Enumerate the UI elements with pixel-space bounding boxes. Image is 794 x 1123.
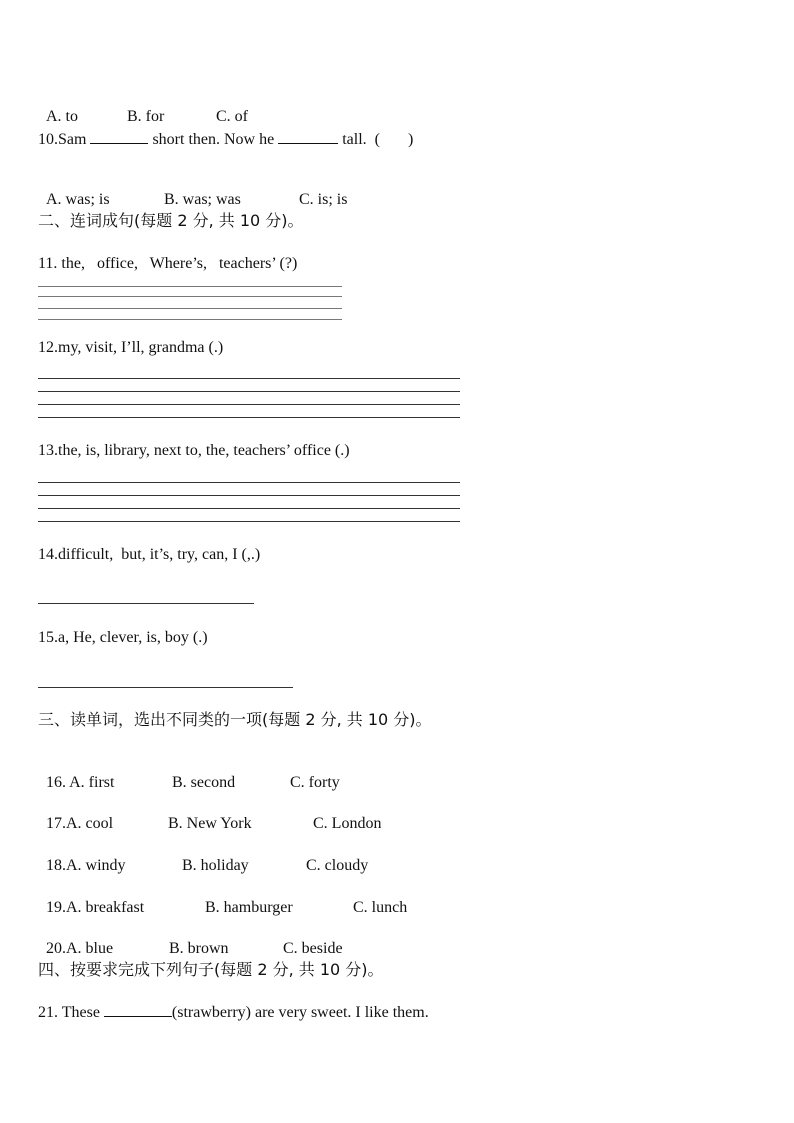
q20-row — [38, 919, 343, 959]
q18-row — [38, 836, 368, 876]
section-2-heading: 二、连词成句(每题 2 分, 共 10 分)。 — [38, 211, 304, 230]
q12-answer-line-3[interactable] — [38, 404, 460, 405]
q17-option-a: 17.A. cool — [46, 815, 114, 832]
q15-answer-line[interactable] — [38, 687, 293, 688]
q21-blank[interactable] — [104, 1002, 172, 1017]
q18-option-c: C. cloudy — [306, 857, 369, 874]
q13-prompt: 13.the, is, library, next to, the, teachers’ office (.) — [38, 442, 350, 459]
q17-row — [38, 794, 381, 834]
q11-answer-line-3[interactable] — [38, 308, 342, 309]
q9-option-b: B. for — [127, 108, 165, 125]
q13-answer-line-1[interactable] — [38, 482, 460, 483]
q11-prompt: 11. the, office, Where’s, teachers’ (?) — [38, 255, 298, 272]
q19-option-a: 19.A. breakfast — [46, 899, 145, 916]
q9-options — [38, 87, 248, 127]
q11-answer-line-1[interactable] — [38, 286, 342, 287]
section-3-heading: 三、读单词，选出不同类的一项(每题 2 分, 共 10 分)。 — [38, 710, 432, 729]
q10-option-a: A. was; is — [46, 191, 110, 208]
q13-answer-line-2[interactable] — [38, 495, 460, 496]
q10-option-c: C. is; is — [299, 191, 348, 208]
q10-option-b: B. was; was — [164, 191, 241, 208]
q16-option-b: B. second — [172, 774, 236, 791]
q11-answer-line-2[interactable] — [38, 296, 342, 297]
q17-option-b: B. New York — [168, 815, 252, 832]
q16-option-a: 16. A. first — [46, 774, 115, 791]
q18-option-b: B. holiday — [182, 857, 249, 874]
q10-blank-2[interactable] — [278, 129, 338, 144]
q19-option-c: C. lunch — [353, 899, 408, 916]
q9-option-a: A. to — [46, 108, 78, 125]
q14-prompt: 14.difficult, but, it’s, try, can, I (,.) — [38, 546, 261, 563]
q19-option-b: B. hamburger — [205, 899, 293, 916]
q10-number: 10. — [38, 131, 58, 148]
q10-part1: Sam — [58, 131, 91, 148]
q10-part3: tall. ( ) — [338, 131, 414, 148]
q20-option-c: C. beside — [283, 940, 343, 957]
q12-answer-line-1[interactable] — [38, 378, 460, 379]
q21-question — [38, 1002, 429, 1023]
q12-answer-line-2[interactable] — [38, 391, 460, 392]
q10-question — [38, 129, 413, 150]
q21-part1: 21. These — [38, 1004, 104, 1021]
q21-part2: (strawberry) are very sweet. I like them. — [171, 1004, 429, 1021]
q10-part2: short then. Now he — [148, 131, 279, 148]
q19-row — [38, 878, 407, 918]
q10-options — [38, 170, 347, 210]
q16-row — [38, 753, 340, 793]
q17-option-c: C. London — [313, 815, 382, 832]
q13-answer-line-3[interactable] — [38, 508, 460, 509]
q11-answer-line-4[interactable] — [38, 319, 342, 320]
q14-answer-line[interactable] — [38, 603, 254, 604]
q16-option-c: C. forty — [290, 774, 340, 791]
q12-prompt: 12.my, visit, I’ll, grandma (.) — [38, 339, 224, 356]
q15-prompt: 15.a, He, clever, is, boy (.) — [38, 629, 208, 646]
q12-answer-line-4[interactable] — [38, 417, 460, 418]
section-4-heading: 四、按要求完成下列句子(每题 2 分, 共 10 分)。 — [38, 960, 384, 979]
q20-option-a: 20.A. blue — [46, 940, 114, 957]
q13-answer-line-4[interactable] — [38, 521, 460, 522]
q18-option-a: 18.A. windy — [46, 857, 126, 874]
q9-option-c: C. of — [216, 108, 248, 125]
q10-blank-1[interactable] — [90, 129, 148, 144]
q20-option-b: B. brown — [169, 940, 229, 957]
